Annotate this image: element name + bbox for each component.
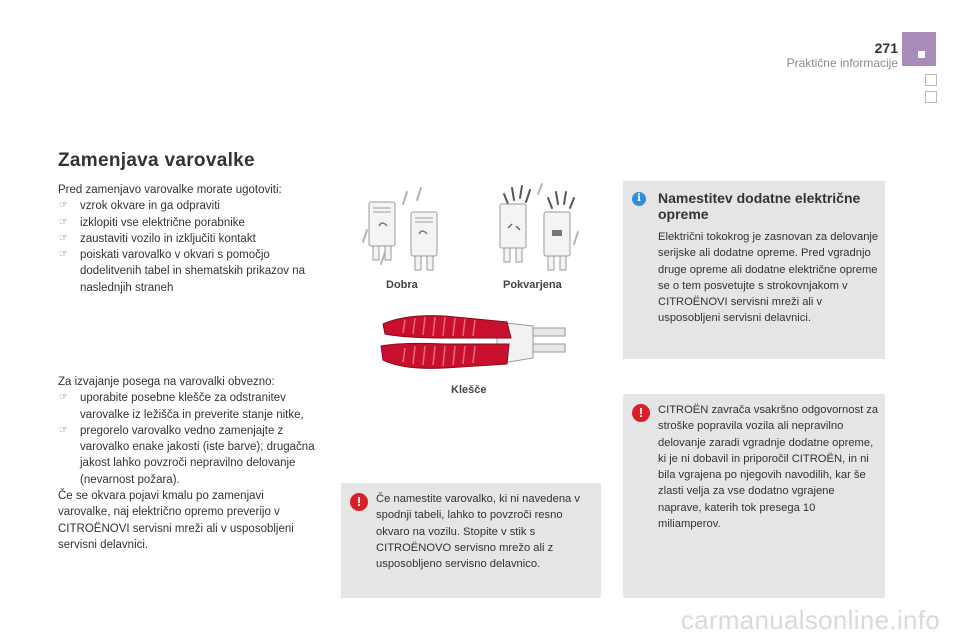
bullet-list bbox=[58, 198, 316, 296]
info-icon: i bbox=[632, 192, 646, 206]
info-box bbox=[623, 181, 885, 359]
list-item: ☞ uporabite posebne klešče za odstranitev varovalke iz ležišča in preverite stanje nitke, bbox=[58, 390, 316, 423]
page-title: Zamenjava varovalke bbox=[58, 150, 255, 171]
section-name: Praktične informacije bbox=[786, 56, 898, 70]
warning-icon: ! bbox=[632, 404, 650, 422]
warning-icon: ! bbox=[350, 493, 368, 511]
replacement-instructions bbox=[58, 374, 316, 553]
block-intro: Za izvajanje posega na varovalki obvezno: bbox=[58, 376, 275, 388]
info-box-text: Električni tokokrog je zasnovan za delovanje serijske ali dodatne opreme. Pred vgradnjo druge opreme ali dodatne električne opreme se o tem posvetujte s strokovnjakom v CITROËNOVI servisni mreži ali v usposobljeni servisni delavnici. bbox=[658, 231, 879, 325]
blown-fuse-illustration bbox=[490, 180, 590, 277]
tab-marker-icon bbox=[918, 51, 925, 58]
warning-box-center bbox=[341, 483, 601, 598]
list-item: ☞ zaustaviti vozilo in izključiti kontakt bbox=[58, 231, 316, 247]
block-outro: Če se okvara pojavi kmalu po zamenjavi varovalke, naj električno opremo preverijo v CITROËNOVI servisni mreži ali v usposobljeni servisni delavnici. bbox=[58, 490, 294, 551]
info-box-title: Namestitev dodatne električne opreme bbox=[658, 190, 861, 222]
good-fuse-illustration bbox=[355, 182, 455, 277]
block-intro: Pred zamenjavo varovalke morate ugotoviti: bbox=[58, 184, 282, 196]
chapter-tab[interactable] bbox=[925, 74, 937, 86]
fuse-pliers-illustration bbox=[375, 308, 575, 380]
page-number: 271 bbox=[874, 40, 898, 56]
list-item: ☞ vzrok okvare in ga odpraviti bbox=[58, 198, 316, 214]
checklist-before-replacement bbox=[58, 182, 316, 296]
list-item: ☞ izklopiti vse električne porabnike bbox=[58, 215, 316, 231]
warning-text: CITROËN zavrača vsakršno odgovornost za stroške popravila vozila ali nepravilno delovanje zaradi vgradnje dodatne opreme, ki je ni dobavil in priporočil CITROËN, in ni bila vgrajena po njegovih navodilih, kar še zlasti velja za vse dodatno vgrajene naprave, katerih tok presega 10 miliamperov. bbox=[658, 404, 879, 531]
chapter-tab[interactable] bbox=[925, 91, 937, 103]
warning-text: Če namestite varovalko, ki ni navedena v spodnji tabeli, lahko to povzroči resno okvaro na vozilu. Stopite v stik s CITROËNOVO servisno mrežo ali z usposobljeno servisno delavnico. bbox=[376, 493, 580, 571]
bullet-list bbox=[58, 390, 316, 488]
blown-fuse-caption: Pokvarjena bbox=[503, 279, 562, 291]
watermark: carmanualsonline.info bbox=[680, 605, 940, 635]
list-item: ☞ poiskati varovalko v okvari s pomočjo dodelitvenih tabel in shematskih prikazov na naslednjih straneh bbox=[58, 247, 316, 296]
list-item: ☞ pregorelo varovalko vedno zamenjajte z varovalko enake jakosti (iste barve); drugačna jakost lahko povzroči nepravilno delovanje (nevarnost požara). bbox=[58, 423, 316, 488]
pliers-caption: Klešče bbox=[451, 384, 487, 396]
good-fuse-caption: Dobra bbox=[386, 279, 418, 291]
chapter-tab-active[interactable] bbox=[902, 32, 936, 66]
warning-box-right bbox=[623, 394, 885, 598]
